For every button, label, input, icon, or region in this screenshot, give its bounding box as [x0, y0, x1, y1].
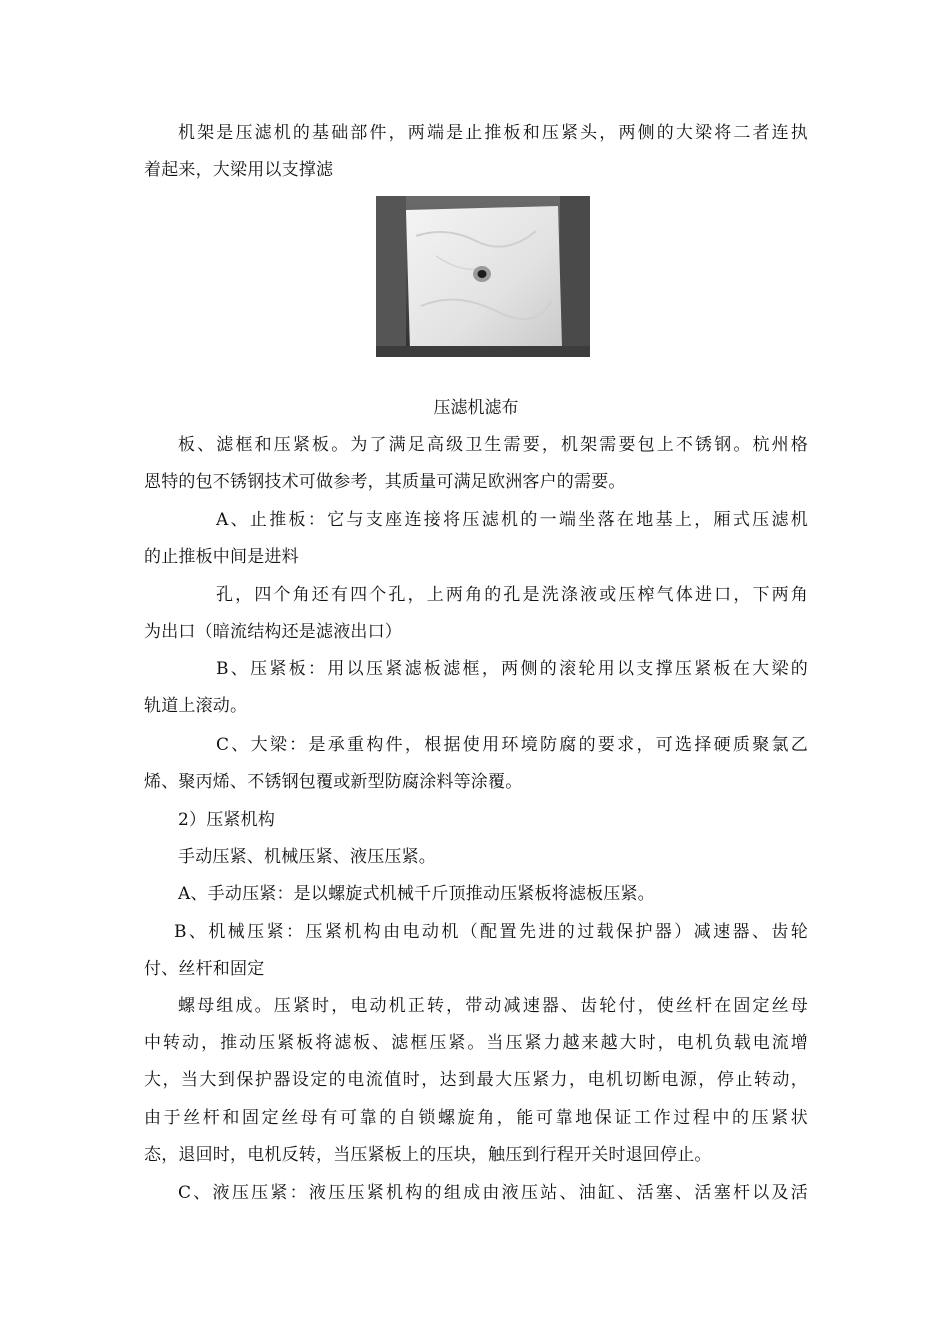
paragraph-mech-line-1: B、机械压紧：压紧机构由电动机（配置先进的过载保护器）减速器、齿轮: [174, 922, 808, 942]
paragraph-c-line-1: C、大梁：是承重构件，根据使用环境防腐的要求，可选择硬质聚氯乙: [216, 735, 808, 755]
paragraph-hole-line-1: 孔，四个角还有四个孔，上两角的孔是洗涤液或压榨气体进口，下两角: [216, 585, 808, 605]
paragraph-b-line-1: B、压紧板：用以压紧滤板滤框，两侧的滚轮用以支撑压紧板在大梁的: [216, 659, 808, 679]
paragraph-nut-line-3: 大，当大到保护器设定的电流值时，达到最大压紧力，电机切断电源，停止转动，: [144, 1070, 808, 1090]
paragraph-frame-line-1: 机架是压滤机的基础部件，两端是止推板和压紧头，两侧的大梁将二者连执: [178, 123, 808, 143]
paragraph-mech-line-2: 付、丝杆和固定: [144, 959, 265, 979]
paragraph-nut-line-2: 中转动，推动压紧板将滤板、滤框压紧。当压紧力越来越大时，电机负载电流增: [144, 1033, 808, 1053]
paragraph-plate-line-2: 恩特的包不锈钢技术可做参考，其质量可满足欧洲客户的需要。: [144, 472, 626, 492]
paragraph-nut-line-4: 由于丝杆和固定丝母有可靠的自锁螺旋角，能可靠地保证工作过程中的压紧状: [144, 1108, 808, 1128]
paragraph-frame-line-2: 着起来，大梁用以支撑滤: [144, 160, 334, 180]
figure-caption: 压滤机滤布: [433, 398, 519, 418]
paragraph-types: 手动压紧、机械压紧、液压压紧。: [178, 847, 436, 867]
paragraph-b-line-2: 轨道上滚动。: [144, 696, 248, 716]
paragraph-plate-line-1: 板、滤框和压紧板。为了满足高级卫生需要，机架需要包上不锈钢。杭州格: [178, 435, 808, 455]
section-heading: 2）压紧机构: [178, 810, 276, 830]
paragraph-a-line-1: A、止推板：它与支座连接将压滤机的一端坐落在地基上，厢式压滤机: [216, 510, 808, 530]
paragraph-a-line-2: 的止推板中间是进料: [144, 547, 299, 567]
filter-cloth-illustration: [376, 196, 590, 357]
filter-cloth-photo: [376, 196, 590, 357]
paragraph-c-line-2: 烯、聚丙烯、不锈钢包覆或新型防腐涂料等涂覆。: [144, 772, 523, 792]
paragraph-manual: A、手动压紧：是以螺旋式机械千斤顶推动压紧板将滤板压紧。: [178, 884, 655, 904]
paragraph-hydraulic-line-1: C、液压压紧：液压压紧机构的组成由液压站、油缸、活塞、活塞杆以及活: [178, 1183, 808, 1203]
paragraph-nut-line-1: 螺母组成。压紧时，电动机正转，带动减速器、齿轮付，使丝杆在固定丝母: [178, 996, 808, 1016]
paragraph-nut-line-5: 态，退回时，电机反转，当压紧板上的压块，触压到行程开关时退回停止。: [144, 1145, 712, 1165]
paragraph-hole-line-2: 为出口（暗流结构还是滤液出口）: [144, 622, 402, 642]
